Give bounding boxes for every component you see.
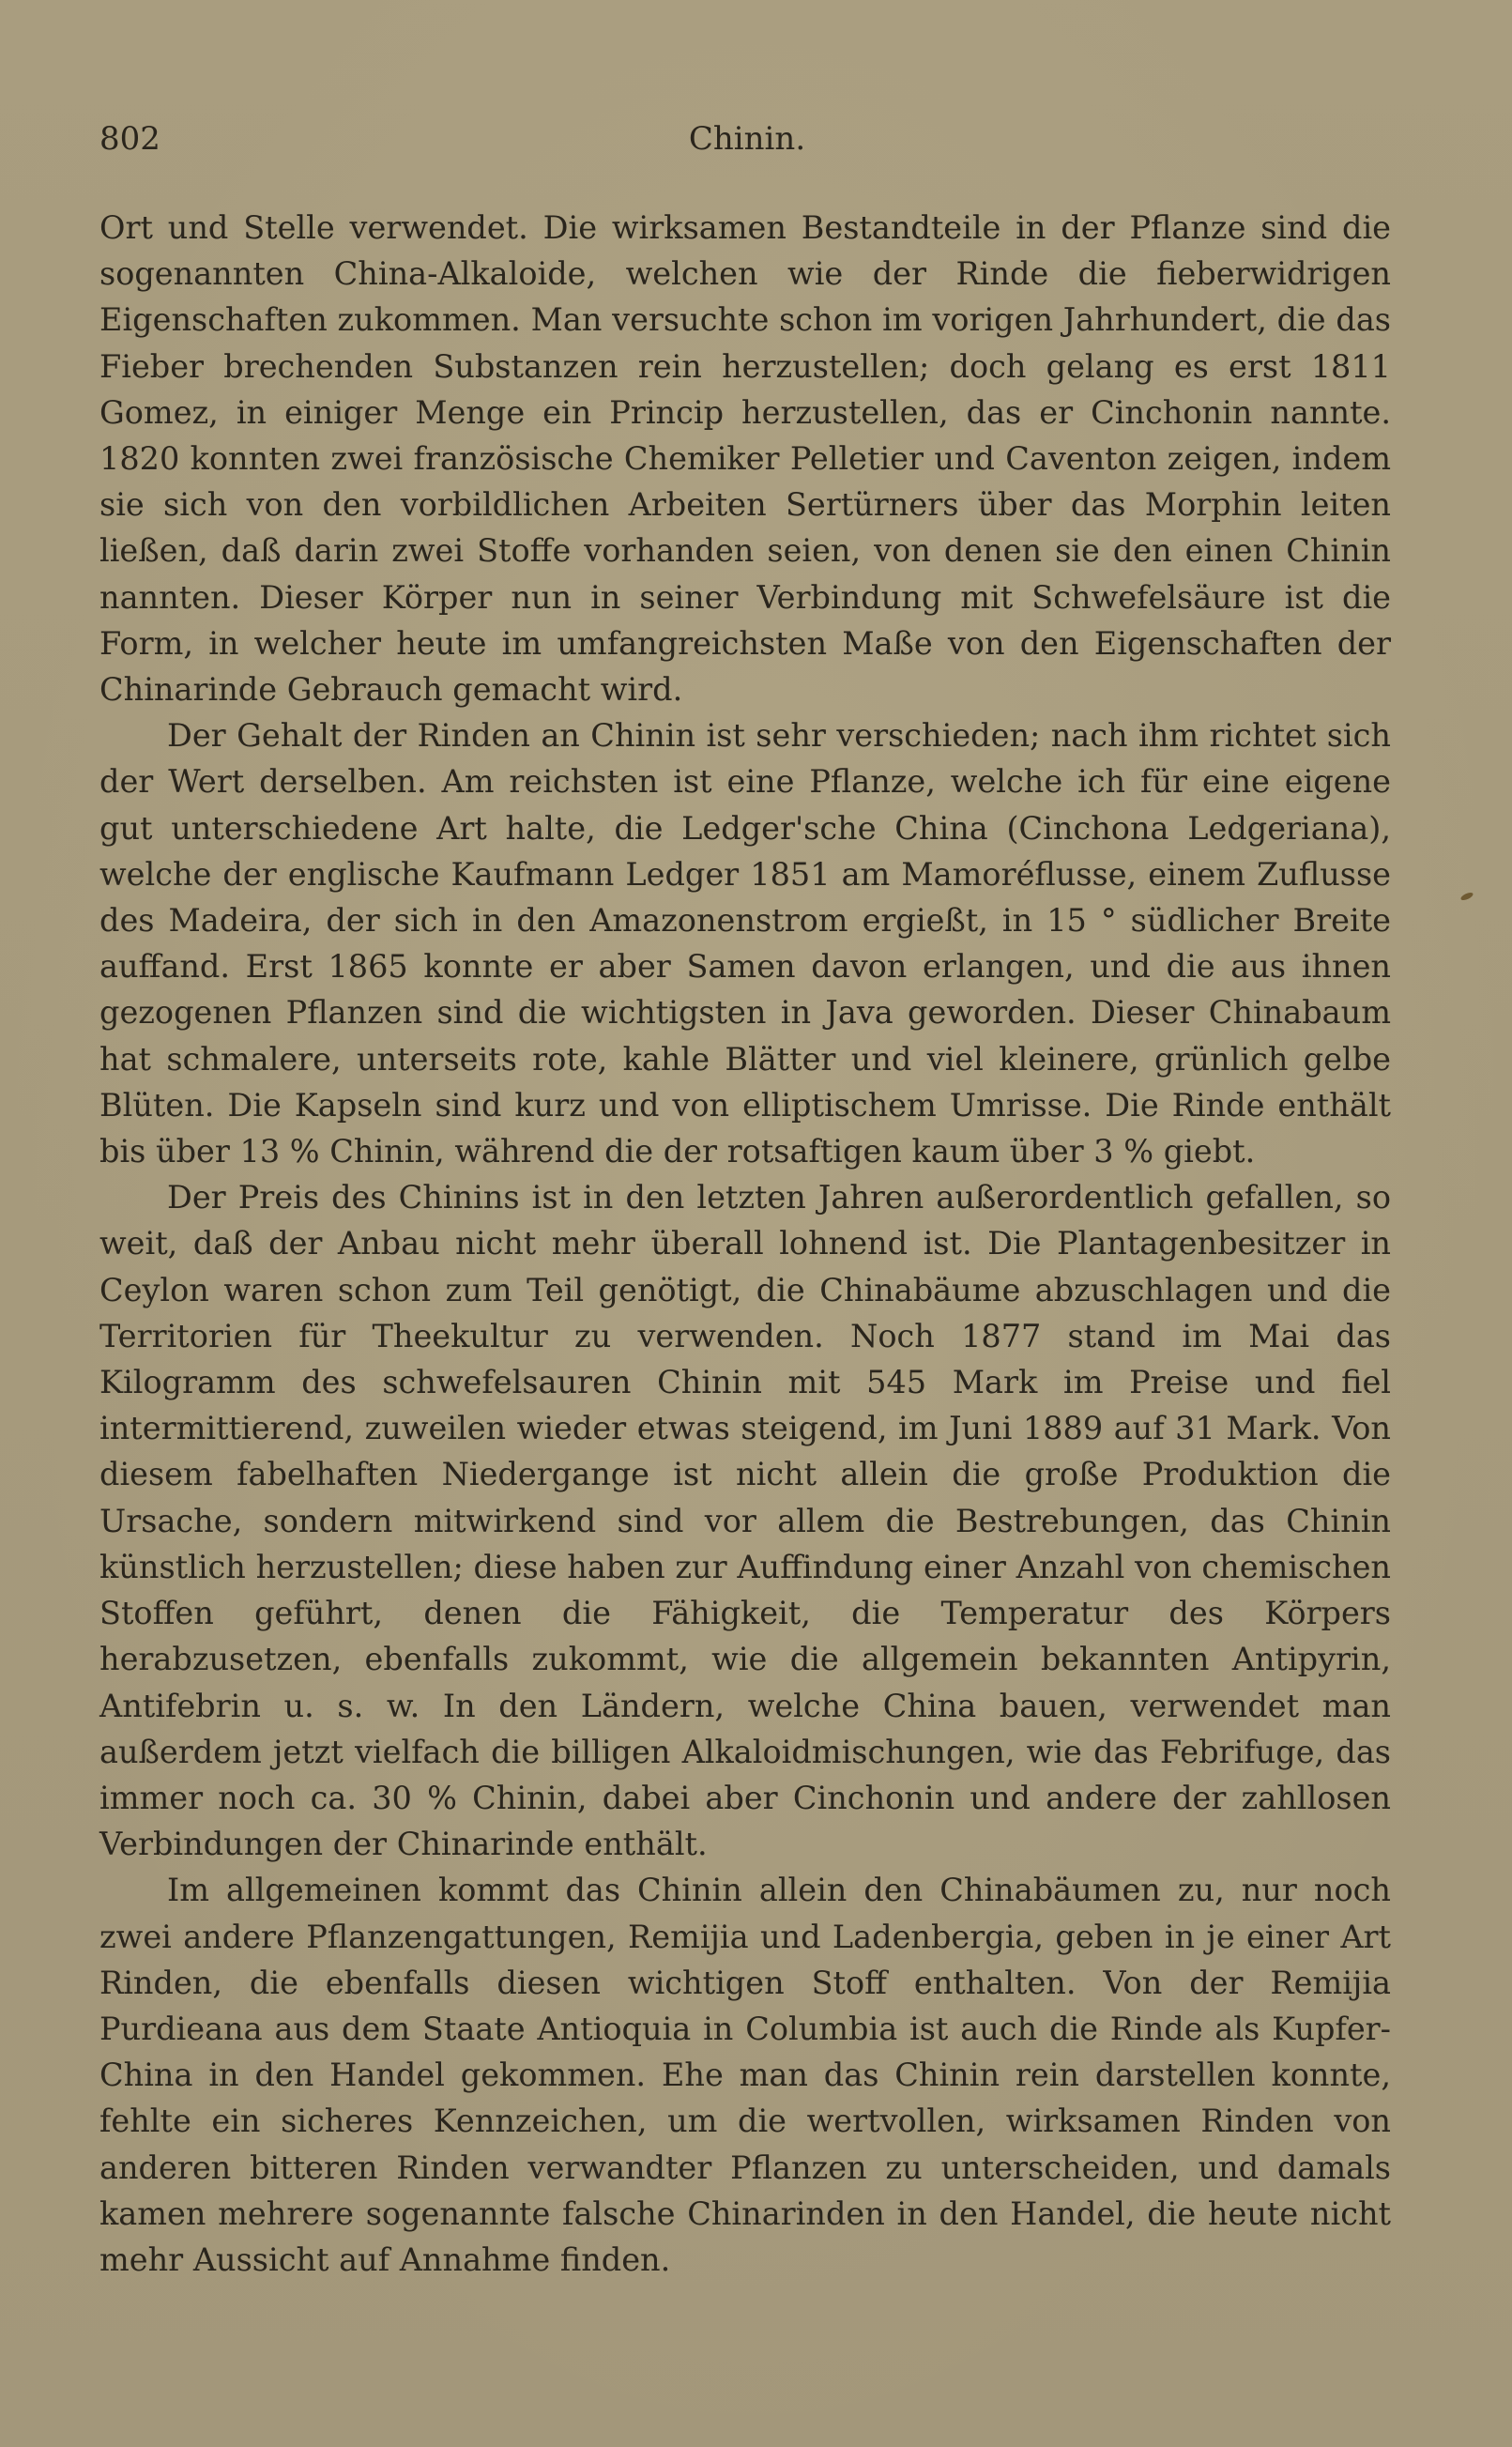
paragraph-4: Im allgemeinen kommt das Chinin allein den Chinabäumen zu, nur noch zwei andere Pflanzengattungen, Remijia und Ladenbergia, geben in je einer Art Rinden, die ebenfalls diesen wichtigen Stoff enthalten. Von der Remijia Purdieana aus dem Staate Antioquia in Columbia ist auch die Rinde als Kupfer-China in den Handel gekommen. Ehe man das Chinin rein darstellen konnte, fehlte ein sicheres Kennzeichen, um die wertvollen, wirksamen Rinden von anderen bitteren Rinden verwandter Pflanzen zu unterscheiden, und damals kamen mehrere sogenannte falsche Chinarinden in den Handel, die heute nicht mehr Aussicht auf Annahme finden. [99, 1872, 1391, 2278]
page-number: 802 [99, 120, 160, 158]
body-text [99, 205, 1391, 2283]
paragraph-2: Der Gehalt der Rinden an Chinin ist sehr verschieden; nach ihm richtet sich der Wert derselben. Am reichsten ist eine Pflanze, welche ich für eine eigene gut unterschiedene Art halte, die Ledger'sche China (Cinchona Ledgeriana), welche der englische Kaufmann Ledger 1851 am Mamoréflusse, einem Zuflusse des Madeira, der sich in den Amazonenstrom ergießt, in 15 ° südlicher Breite auffand. Erst 1865 konnte er aber Samen davon erlangen, und die aus ihnen gezogenen Pflanzen sind die wichtigsten in Java geworden. Dieser Chinabaum hat schmalere, unterseits rote, kahle Blätter und viel kleinere, grünlich gelbe Blüten. Die Kapseln sind kurz und von elliptischem Umrisse. Die Rinde enthält bis über 13 % Chinin, während die der rotsaftigen kaum über 3 % giebt. [99, 717, 1391, 1170]
paragraph-1: Ort und Stelle verwendet. Die wirksamen Bestandteile in der Pflanze sind die sogenannten China-Alkaloide, welchen wie der Rinde die fieberwidrigen Eigenschaften zukommen. Man versuchte schon im vorigen Jahrhundert, die das Fieber brechenden Substanzen rein herzustellen; doch gelang es erst 1811 Gomez, in einiger Menge ein Princip herzustellen, das er Cinchonin nannte. 1820 konnten zwei französische Chemiker Pelletier und Caventon zeigen, indem sie sich von den vorbildlichen Arbeiten Sertürners über das Morphin leiten ließen, daß darin zwei Stoffe vorhanden seien, von denen sie den einen Chinin nannten. Dieser Körper nun in seiner Verbindung mit Schwefelsäure ist die Form, in welcher heute im umfangreichsten Maße von den Eigenschaften der Chinarinde Gebrauch gemacht wird. [99, 209, 1391, 709]
running-title: Chinin. [688, 120, 806, 158]
page-header [99, 120, 1395, 167]
paragraph-3: Der Preis des Chinins ist in den letzten Jahren außerordentlich gefallen, so weit, daß der Anbau nicht mehr überall lohnend ist. Die Plantagenbesitzer in Ceylon waren schon zum Teil genötigt, die Chinabäume abzuschlagen und die Territorien für Theekultur zu verwenden. Noch 1877 stand im Mai das Kilogramm des schwefelsauren Chinin mit 545 Mark im Preise und fiel intermittierend, zuweilen wieder etwas steigend, im Juni 1889 auf 31 Mark. Von diesem fabelhaften Niedergange ist nicht allein die große Produktion die Ursache, sondern mitwirkend sind vor allem die Bestrebungen, das Chinin künstlich herzustellen; diese haben zur Auffindung einer Anzahl von chemischen Stoffen geführt, denen die Fähigkeit, die Temperatur des Körpers herabzusetzen, ebenfalls zukommt, wie die allgemein bekannten Antipyrin, Antifebrin u. s. w. In den Ländern, welche China bauen, verwendet man außerdem jetzt vielfach die billigen Alkaloidmischungen, wie das Febrifuge, das immer noch ca. 30 % Chinin, dabei aber Cinchonin und andere der zahllosen Verbindungen der Chinarinde enthält. [99, 1179, 1391, 1863]
paper-blemish [1459, 891, 1474, 901]
